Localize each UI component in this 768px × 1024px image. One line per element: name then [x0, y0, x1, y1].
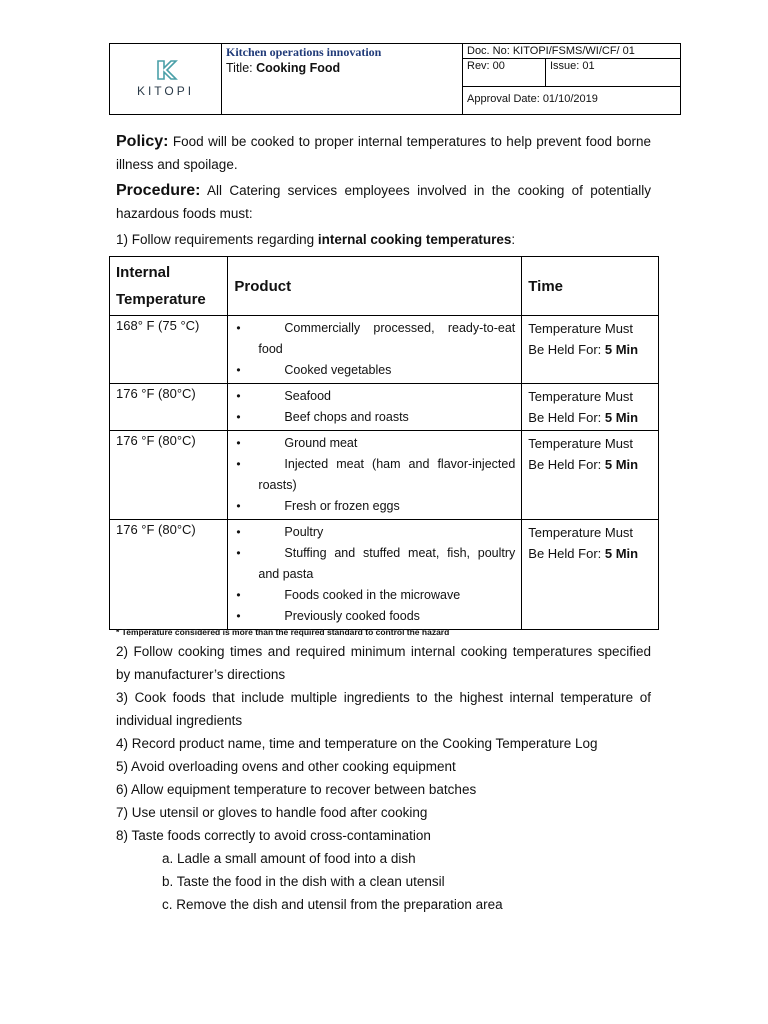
step-item: 3) Cook foods that include multiple ingredients to the highest internal temperature of individual ingredients	[116, 690, 651, 728]
approval-date: Approval Date: 01/10/2019	[467, 93, 598, 105]
header-product: Product	[228, 257, 522, 316]
header-meta-cell	[463, 44, 681, 115]
issue: Issue: 01	[550, 60, 595, 72]
title-value: Cooking Food	[256, 61, 341, 75]
product-item: • Poultry	[234, 522, 515, 543]
title-label: Title:	[226, 61, 253, 75]
table-row	[110, 316, 659, 384]
product-item: • Cooked vegetables	[234, 360, 515, 381]
table-row	[110, 384, 659, 431]
policy-label: Policy:	[116, 133, 169, 150]
table-row	[110, 520, 659, 630]
document-title	[226, 61, 458, 75]
procedure-paragraph	[116, 179, 651, 225]
substep-item: b. Taste the food in the dish with a clean utensil	[162, 874, 445, 889]
rev-issue-row	[463, 59, 680, 87]
steps-list	[116, 640, 651, 916]
step-item: 7) Use utensil or gloves to handle food after cooking	[116, 805, 428, 820]
time-cell: Temperature Must Be Held For: 5 Min	[522, 520, 659, 630]
product-item: • Stuffing and stuffed meat, fish, poultry and pasta	[234, 543, 515, 585]
product-list	[234, 318, 515, 381]
substep-item: a. Ladle a small amount of food into a dish	[162, 851, 416, 866]
product-cell	[228, 316, 522, 384]
table-header-row	[110, 257, 659, 316]
logo-text: KITOPI	[136, 84, 195, 98]
doc-number: Doc. No: KITOPI/FSMS/WI/CF/ 01	[463, 44, 680, 59]
product-cell	[228, 431, 522, 520]
time-cell: Temperature Must Be Held For: 5 Min	[522, 384, 659, 431]
policy-text: Food will be cooked to proper internal temperatures to help prevent food borne illness and spoilage.	[116, 134, 651, 172]
product-list	[234, 386, 515, 428]
header-title-cell	[222, 44, 463, 115]
substep-item: c. Remove the dish and utensil from the preparation area	[162, 897, 503, 912]
time-cell: Temperature Must Be Held For: 5 Min	[522, 316, 659, 384]
document-header	[109, 43, 681, 115]
logo-cell	[110, 44, 222, 115]
product-item: • Previously cooked foods	[234, 606, 515, 627]
product-list	[234, 433, 515, 517]
temperature-cell: 168° F (75 °C)	[110, 316, 228, 384]
step-item: 4) Record product name, time and temperature on the Cooking Temperature Log	[116, 736, 598, 751]
table-body	[110, 316, 659, 630]
policy-paragraph	[116, 130, 651, 176]
product-item: • Injected meat (ham and flavor-injected roasts)	[234, 454, 515, 496]
step-1-prefix: 1) Follow requirements regarding	[116, 232, 318, 247]
step-item: 6) Allow equipment temperature to recover between batches	[116, 782, 477, 797]
kitopi-logo-icon	[154, 58, 178, 82]
temperature-cell: 176 °F (80°C)	[110, 431, 228, 520]
procedure-text: All Catering services employees involved in the cooking of potentially hazardous foods must:	[116, 183, 651, 221]
product-item: • Ground meat	[234, 433, 515, 454]
procedure-label: Procedure:	[116, 182, 201, 199]
product-item: • Foods cooked in the microwave	[234, 585, 515, 606]
time-cell: Temperature Must Be Held For: 5 Min	[522, 431, 659, 520]
step-item: 8) Taste foods correctly to avoid cross-contamination	[116, 828, 431, 843]
step-item: 5) Avoid overloading ovens and other cooking equipment	[116, 759, 456, 774]
product-item: • Seafood	[234, 386, 515, 407]
step-item: 2) Follow cooking times and required minimum internal cooking temperatures specified by manufacturer’s directions	[116, 644, 651, 682]
header-time: Time	[522, 257, 659, 316]
cooking-temperature-table	[109, 256, 659, 630]
revision: Rev: 00	[463, 59, 546, 86]
product-item: • Commercially processed, ready-to-eat food	[234, 318, 515, 360]
company-name: Kitchen operations innovation	[226, 45, 382, 59]
product-list	[234, 522, 515, 627]
temperature-cell: 176 °F (80°C)	[110, 520, 228, 630]
product-cell	[228, 384, 522, 431]
step-1-bold: internal cooking temperatures	[317, 232, 512, 247]
step-1-suffix: :	[511, 232, 516, 247]
product-item: • Beef chops and roasts	[234, 407, 515, 428]
header-internal-temperature: Internal Temperature	[110, 257, 228, 316]
temperature-cell: 176 °F (80°C)	[110, 384, 228, 431]
product-item: • Fresh or frozen eggs	[234, 496, 515, 517]
product-cell	[228, 520, 522, 630]
table-row	[110, 431, 659, 520]
footnote: * Temperature considered is more than the required standard to control the hazard	[116, 627, 450, 637]
step-1	[116, 228, 651, 251]
